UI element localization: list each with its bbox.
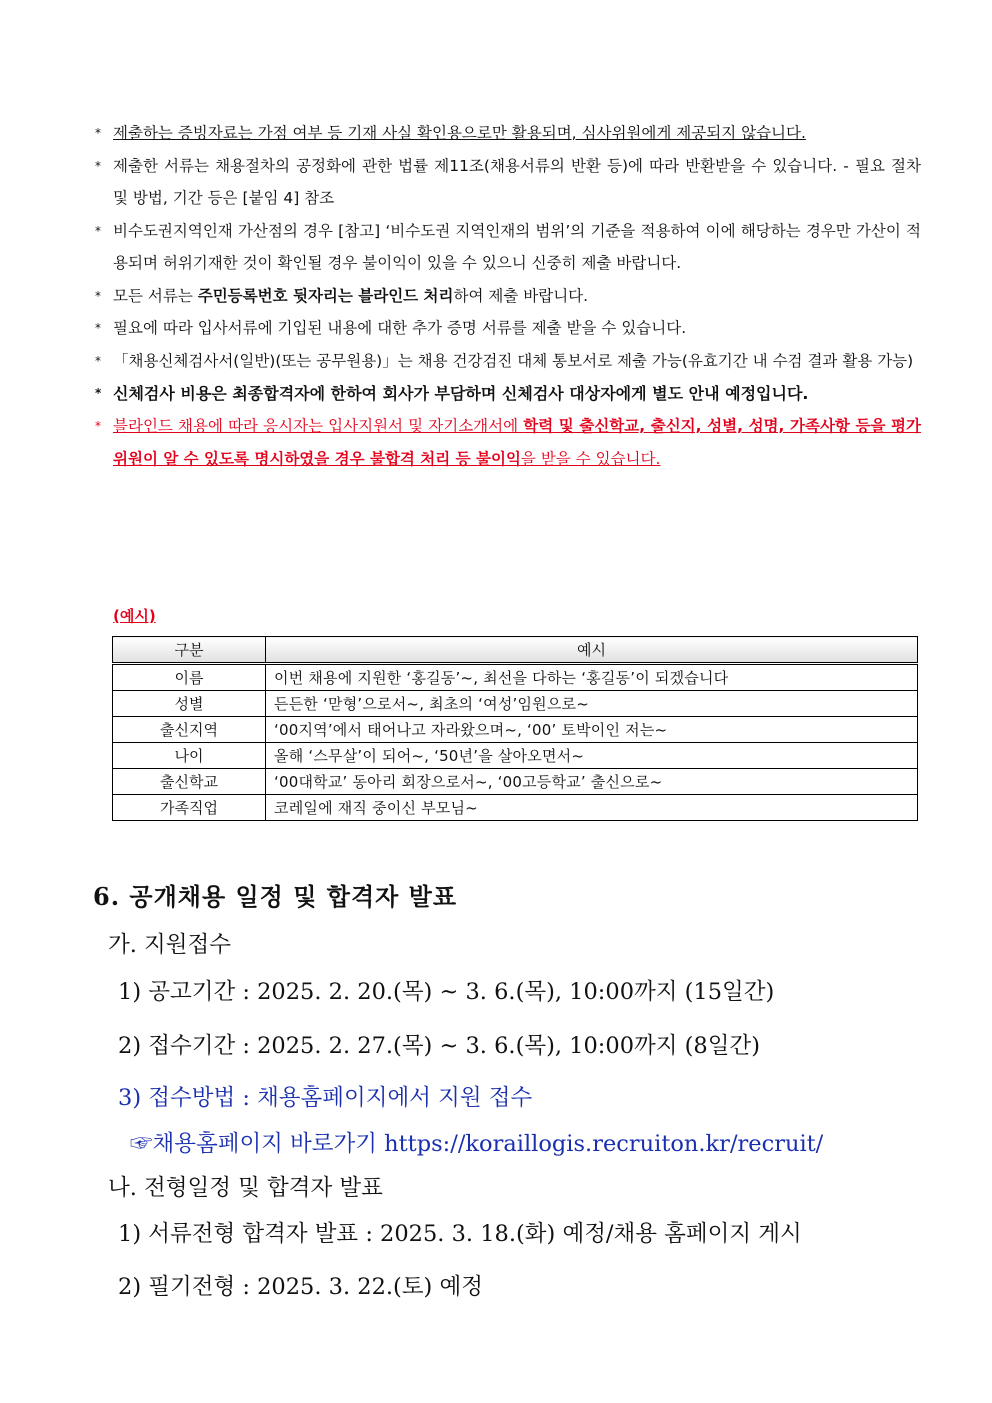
item-document-result: 1) 서류전형 합격자 발표 : 2025. 3. 18.(화) 예정/채용 홈페이지 게시 (118, 1221, 802, 1247)
row-example: ‘00대학교’ 동아리 회장으로서~, ‘00고등학교’ 출신으로~ (266, 769, 918, 795)
note-4: * 모든 서류는 주민등록번호 뒷자리는 블라인드 처리하여 제출 바랍니다. (95, 280, 921, 313)
notes-list (95, 117, 921, 475)
example-label: (예시) (113, 607, 156, 625)
table-row (113, 769, 918, 795)
table-row (113, 795, 918, 821)
row-example: 든든한 ‘맏형’으로서~, 최초의 ‘여성’임원으로~ (266, 691, 918, 717)
subsection-application: 가. 지원접수 (108, 932, 231, 958)
row-category: 이름 (113, 664, 266, 691)
bullet-star-icon: * (95, 419, 101, 433)
note-3: * 비수도권지역인재 가산점의 경우 [참고] ‘비수도권 지역인재의 범위’의 기준을 적용하여 이에 해당하는 경우만 가산이 적용되며 허위기재한 것이 확인될 경우 불이익이 있을 수 있으니 신중히 제출 바랍니다. (95, 215, 921, 280)
row-category: 출신학교 (113, 769, 266, 795)
row-category: 가족직업 (113, 795, 266, 821)
note-8: * 블라인드 채용에 따라 응시자는 입사지원서 및 자기소개서에 학력 및 출신학교, 출신지, 성별, 성명, 가족사항 등을 평가 위원이 알 수 있도록 명시하였을 경우 불합격 처리 등 불이익을 받을 수 있습니다. (95, 410, 921, 475)
table-row (113, 717, 918, 743)
row-category: 출신지역 (113, 717, 266, 743)
note-6: * 「채용신체검사서(일반)(또는 공무원용)」는 채용 건강검진 대체 통보서로 제출 가능(유효기간 내 수검 결과 활용 가능) (95, 345, 921, 378)
bullet-star-icon: * (95, 223, 101, 238)
note-7: * 신체검사 비용은 최종합격자에 한하여 회사가 부담하며 신체검사 대상자에게 별도 안내 예정입니다. (95, 377, 921, 410)
item-application-method: 3) 접수방법 : 채용홈페이지에서 지원 접수 (118, 1085, 533, 1111)
bullet-star-icon: * (95, 353, 101, 368)
item-application-period: 2) 접수기간 : 2025. 2. 27.(목) ~ 3. 6.(목), 10:00까지 (8일간) (118, 1033, 760, 1059)
item-notice-period: 1) 공고기간 : 2025. 2. 20.(목) ~ 3. 6.(목), 10:00까지 (15일간) (118, 979, 775, 1005)
bullet-star-icon: * (95, 126, 101, 140)
row-example: 코레일에 재직 중이신 부모님~ (266, 795, 918, 821)
note-1: * 제출하는 증빙자료는 가점 여부 등 기재 사실 확인용으로만 활용되며, 심사위원에게 제공되지 않습니다. (95, 117, 921, 150)
subsection-schedule: 나. 전형일정 및 합격자 발표 (108, 1175, 383, 1201)
row-example: 올해 ‘스무살’이 되어~, ‘50년’을 살아오면서~ (266, 743, 918, 769)
section-title: 6. 공개채용 일정 및 합격자 발표 (93, 882, 458, 911)
bullet-star-icon: * (95, 158, 101, 173)
recruit-homepage-link[interactable]: ☞채용홈페이지 바로가기 https://koraillogis.recruiton.kr/recruit/ (130, 1131, 824, 1157)
table-row (113, 691, 918, 717)
table-row (113, 743, 918, 769)
bullet-star-icon: * (95, 288, 101, 303)
bullet-star-icon: * (95, 386, 102, 400)
note-2: * 제출한 서류는 채용절차의 공정화에 관한 법률 제11조(채용서류의 반환 등)에 따라 반환받을 수 있습니다. - 필요 절차 및 방법, 기간 등은 [붙임 4] 참조 (95, 150, 921, 215)
item-written-exam: 2) 필기전형 : 2025. 3. 22.(토) 예정 (118, 1274, 483, 1300)
header-category: 구분 (113, 637, 266, 664)
row-example: 이번 채용에 지원한 ‘홍길동’~, 최선을 다하는 ‘홍길동’이 되겠습니다 (266, 664, 918, 691)
table-header-row (113, 637, 918, 664)
row-category: 나이 (113, 743, 266, 769)
row-category: 성별 (113, 691, 266, 717)
row-example: ‘00지역’에서 태어나고 자라왔으며~, ‘00’ 토박이인 저는~ (266, 717, 918, 743)
bullet-star-icon: * (95, 321, 101, 335)
example-table (112, 636, 918, 821)
header-example: 예시 (266, 637, 918, 664)
note-5: * 필요에 따라 입사서류에 기입된 내용에 대한 추가 증명 서류를 제출 받을 수 있습니다. (95, 312, 921, 345)
table-row (113, 664, 918, 691)
